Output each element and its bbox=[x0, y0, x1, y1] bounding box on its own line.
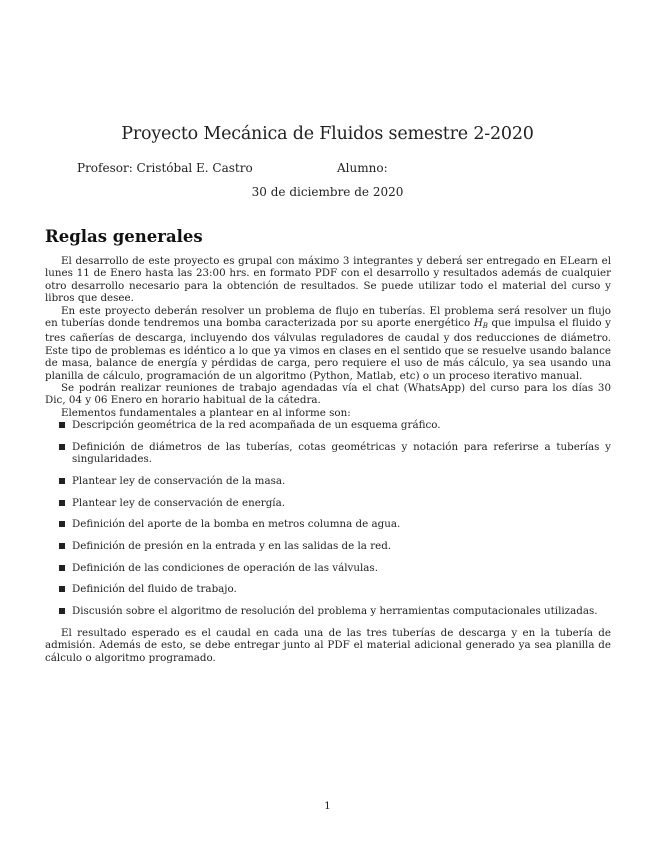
bullet-square-icon bbox=[59, 586, 65, 592]
list-item bbox=[59, 497, 611, 509]
list-item bbox=[59, 583, 611, 595]
page-number: 1 bbox=[324, 800, 331, 812]
list-item bbox=[59, 441, 611, 466]
bullet-square-icon bbox=[59, 521, 65, 527]
list-item-text: Definición de presión en la entrada y en las salidas de la red. bbox=[72, 539, 392, 552]
bullet-square-icon bbox=[59, 422, 65, 428]
body-paragraphs bbox=[45, 255, 611, 419]
paragraph-2-prefix: En este proyecto deberán resolver un problema de flujo en tuberías. El problema será resolver un flujo en tuberías donde tendremos una bomba caracterizada por su aporte energético bbox=[45, 304, 611, 330]
paragraph-2-rest: que impulsa el fluido y tres cañerías de descarga, incluyendo dos válvulas reguladores de caudal y dos reducciones de diámetro. Este tipo de problemas es idéntico a lo que ya vimos en clases en el sentido que se resuelve usando balance de masa, balance de energía y pérdidas de carga, pero requiere el uso de más cálculo, ya sea usando una planilla de cálculo, programación de un algoritmo (Python, Matlab, etc) o un proceso iterativo manual. bbox=[45, 317, 611, 382]
student-line: Alumno: bbox=[337, 161, 388, 175]
list-item-text: Definición de diámetros de las tuberías, cotas geométricas y notación para referirse a tuberías y singularidades. bbox=[72, 440, 611, 466]
closing-text: El resultado esperado es el caudal en cada una de las tres tuberías de descarga y en la tubería de admisión. Además de esto, se debe entregar junto al PDF el material adicional generado ya sea planilla de cálculo o algoritmo programado. bbox=[45, 627, 611, 664]
paragraph-1: El desarrollo de este proyecto es grupal con máximo 3 integrantes y deberá ser entregado en ELearn el lunes 11 de Enero hasta las 23:00 hrs. en formato PDF con el desarrollo y resultados además de cualquier otro desarrollo necesario para la obtención de resultados. Se puede utilizar todo el material del curso y libros que desee. bbox=[45, 255, 611, 305]
document-date: 30 de diciembre de 2020 bbox=[251, 185, 404, 199]
bullet-square-icon bbox=[59, 543, 65, 549]
bullet-square-icon bbox=[59, 565, 65, 571]
elements-list bbox=[59, 419, 611, 627]
list-item bbox=[59, 605, 611, 617]
list-item-text: Definición del aporte de la bomba en metros columna de agua. bbox=[72, 518, 401, 531]
bullet-square-icon bbox=[59, 478, 65, 484]
section-title: Reglas generales bbox=[45, 227, 203, 246]
list-item-text: Plantear ley de conservación de la masa. bbox=[72, 474, 286, 487]
paragraph-3: Se podrán realizar reuniones de trabajo agendadas vía el chat (WhatsApp) del curso para los días 30 Dic, 04 y 06 Enero en horario habitual de la cátedra. bbox=[45, 382, 611, 407]
list-item-text: Definición del fluido de trabajo. bbox=[72, 583, 237, 596]
list-item-text: Discusión sobre el algoritmo de resolución del problema y herramientas computacionales utilizadas. bbox=[72, 605, 598, 618]
list-item-text: Plantear ley de conservación de energía. bbox=[72, 496, 286, 509]
bullet-square-icon bbox=[59, 608, 65, 614]
list-item-text: Definición de las condiciones de operación de las válvulas. bbox=[72, 561, 378, 574]
list-item-text: Descripción geométrica de la red acompañada de un esquema gráfico. bbox=[72, 419, 441, 431]
author-line: Profesor: Cristóbal E. Castro bbox=[77, 161, 253, 175]
list-item bbox=[59, 419, 611, 431]
closing-paragraph bbox=[45, 627, 611, 664]
bullet-square-icon bbox=[59, 444, 65, 450]
bullet-square-icon bbox=[59, 500, 65, 506]
paragraph-2 bbox=[45, 305, 611, 382]
list-item bbox=[59, 475, 611, 487]
paragraph-4: Elementos fundamentales a plantear en al informe son: bbox=[61, 406, 351, 419]
hb-symbol: H bbox=[473, 317, 483, 330]
list-item bbox=[59, 518, 611, 530]
list-item bbox=[59, 562, 611, 574]
hb-subscript: B bbox=[482, 322, 488, 331]
list-item bbox=[59, 540, 611, 552]
document-title: Proyecto Mecánica de Fluidos semestre 2-2020 bbox=[121, 124, 534, 144]
